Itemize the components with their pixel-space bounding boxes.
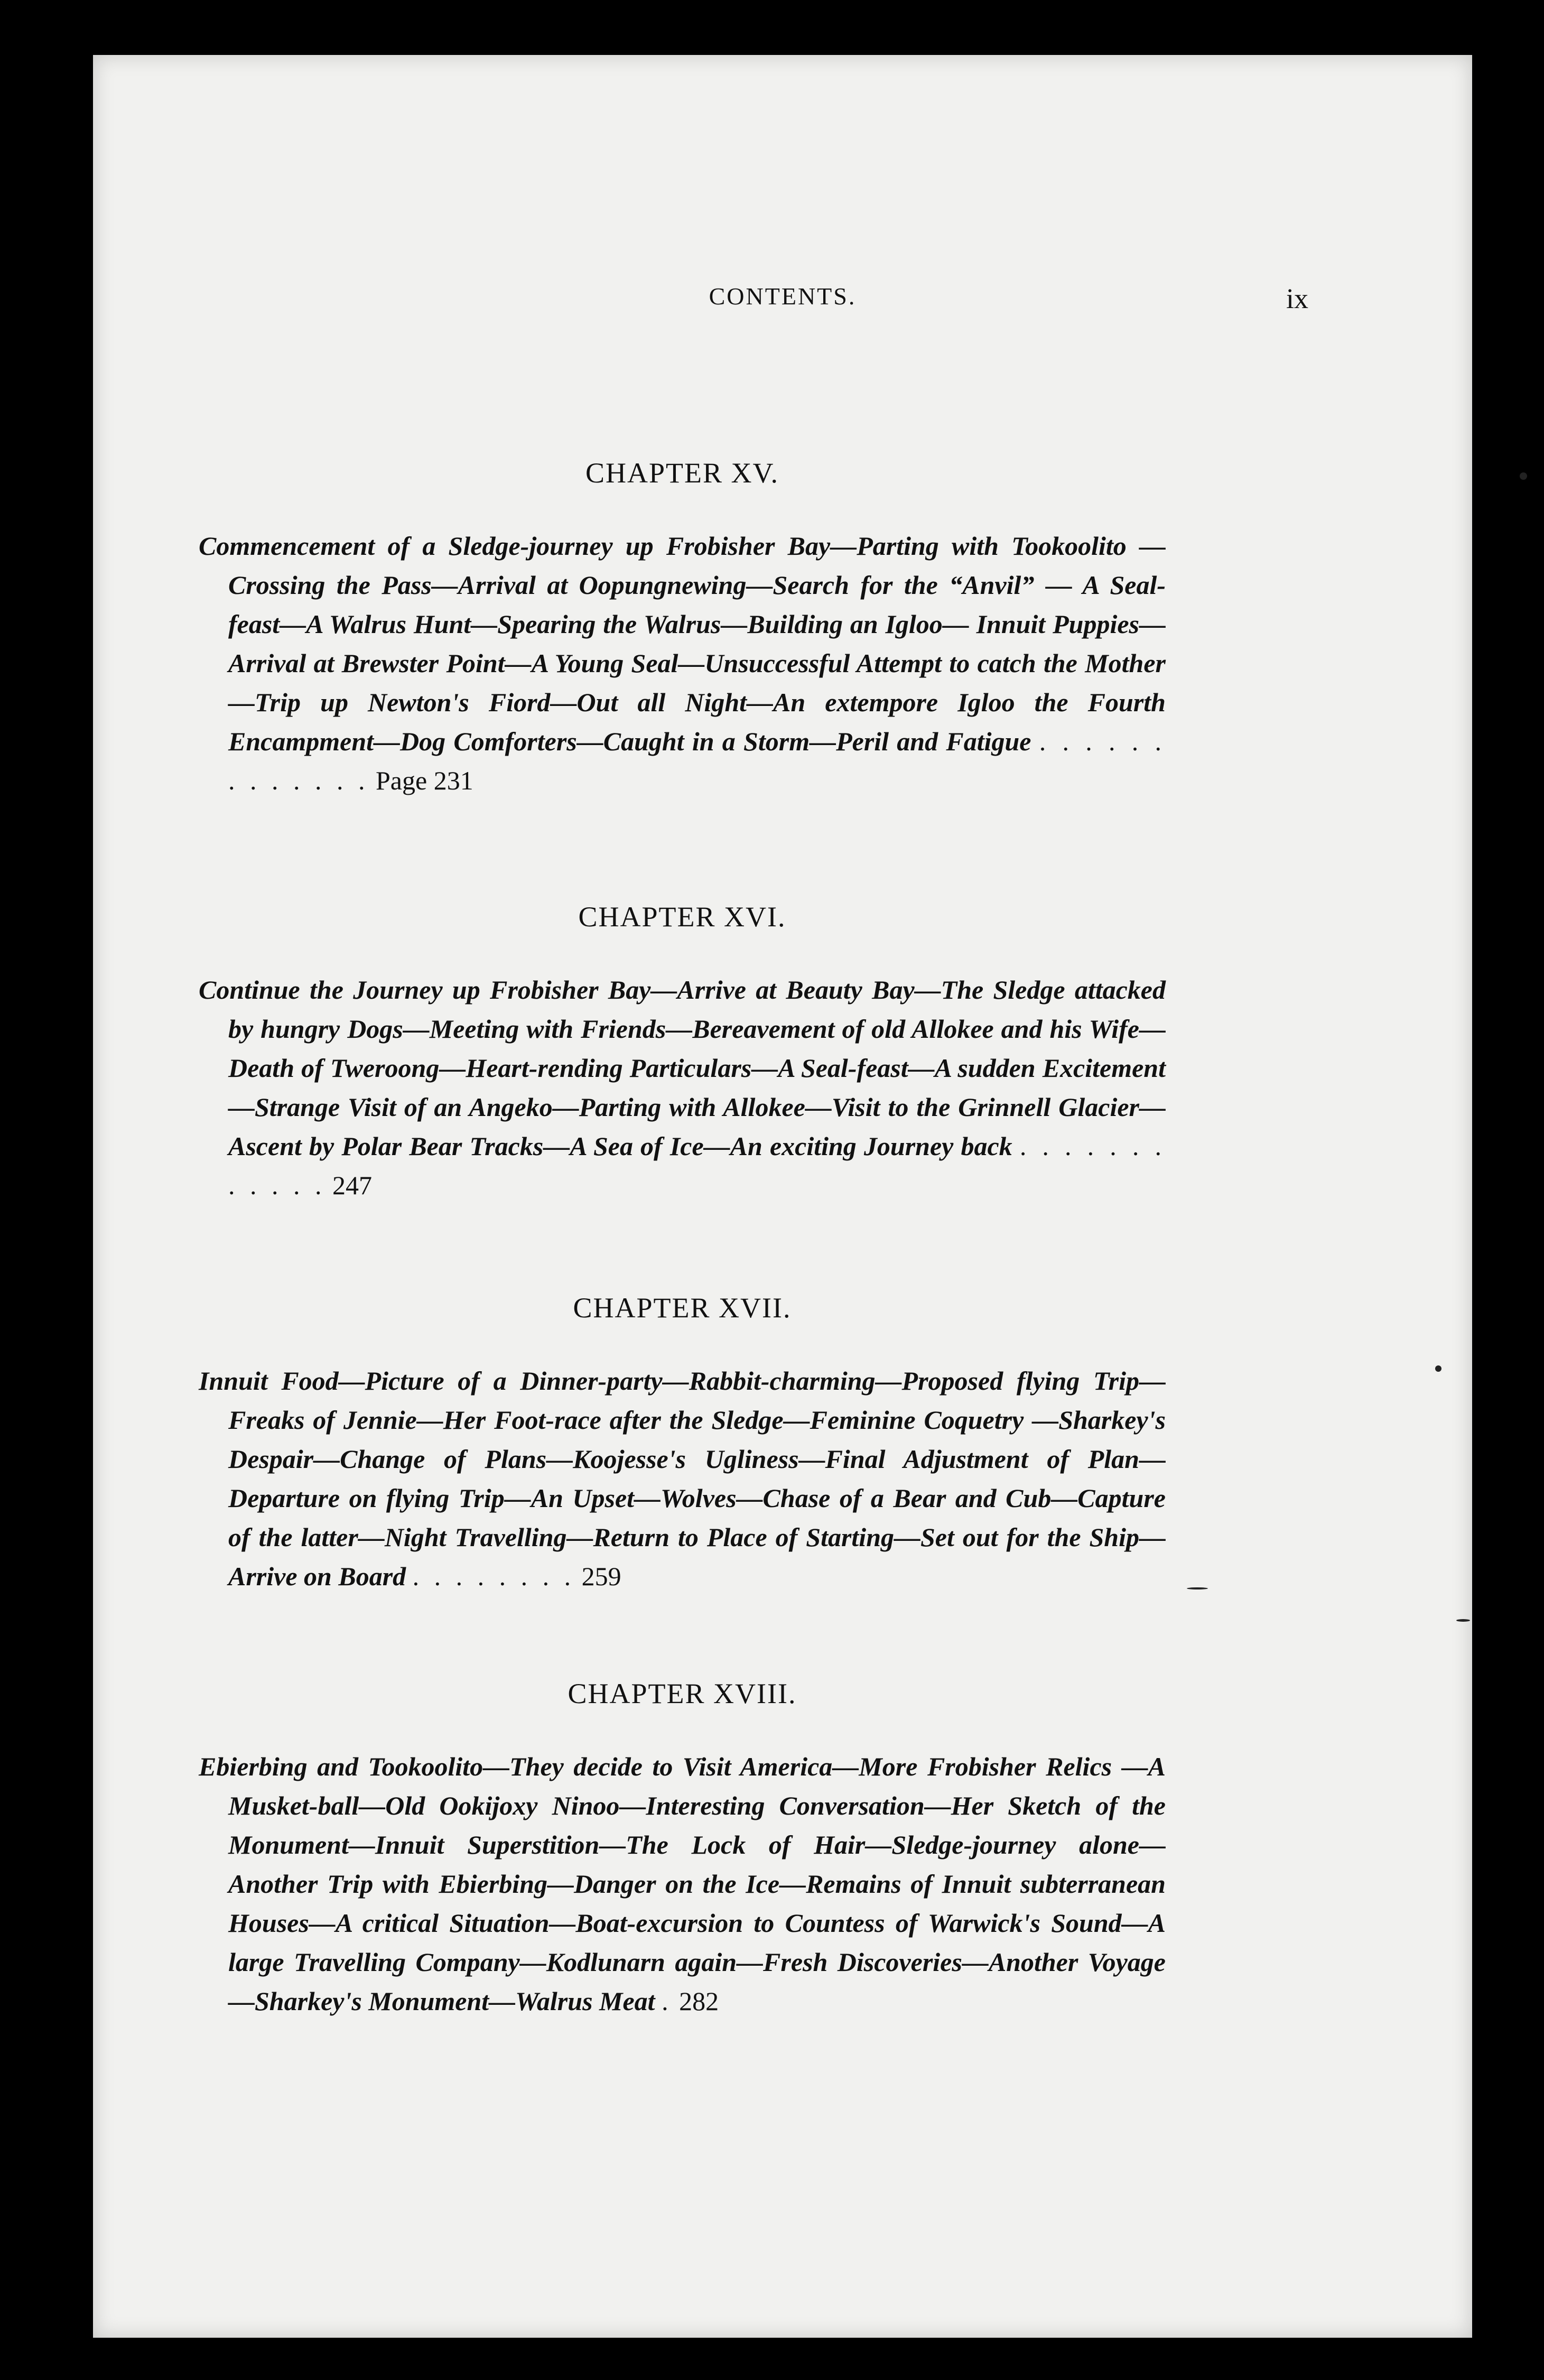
page-reference: 282 xyxy=(679,1986,719,2016)
chapter-summary xyxy=(199,970,1166,1205)
dot-leader: . xyxy=(662,1986,673,2016)
running-head xyxy=(93,282,1472,324)
folio: ix xyxy=(1286,283,1308,314)
dot-leader: . . . . . . . . . . . . xyxy=(228,1131,1166,1200)
chapter-title: CHAPTER XVII. xyxy=(573,1292,792,1324)
book-page xyxy=(93,55,1472,2338)
chapter-xv xyxy=(199,457,1166,800)
chapter-xviii xyxy=(199,1677,1166,2021)
chapter-xvii xyxy=(199,1291,1166,1596)
dot-leader: . . . . . . . . . . . . . xyxy=(228,727,1166,795)
page-reference: 259 xyxy=(581,1561,621,1591)
summary-text: Continue the Journey up Frobisher Bay—Arrive at Beauty Bay—The Sledge attacked by hungry Dogs—Meeting with Friends—Bereavement of old Allokee and his Wife—Death of Tweroong—Heart-rending Particulars—A Seal-feast—A sudden Excitement—Strange Visit of an Angeko—Parting with Allokee—Visit to the Grinnell Glacier—Ascent by Polar Bear Tracks—A Sea of Ice—An exciting Journey back xyxy=(199,975,1166,1161)
chapter-title: CHAPTER XV. xyxy=(585,457,779,489)
ink-speck xyxy=(1520,472,1527,480)
page-reference: Page 231 xyxy=(376,766,473,795)
chapter-title: CHAPTER XVI. xyxy=(578,901,786,933)
chapter-summary xyxy=(199,526,1166,800)
ink-speck xyxy=(1187,1587,1208,1589)
summary-text: Ebierbing and Tookoolito—They decide to Visit America—More Frobisher Relics —A Musket-ball—Old Ookijoxy Ninoo—Interesting Conversation—Her Sketch of the Monument—Innuit Superstition—The Lock of Hair—Sledge-journey alone—Another Trip with Ebierbing—Danger on the Ice—Remains of Innuit subterranean Houses—A critical Situation—Boat-excursion to Countess of Warwick's Sound—A large Travelling Company—Kodlunarn again—Fresh Discoveries—Another Voyage—Sharkey's Monument—Walrus Meat xyxy=(199,1752,1166,2016)
ink-speck xyxy=(1435,1365,1441,1372)
chapter-summary xyxy=(199,1747,1166,2021)
summary-text: Commencement of a Sledge-journey up Frobisher Bay—Parting with Tookoolito —Crossing the Pass—Arrival at Oopungnewing—Search for the “Anvil” — A Seal-feast—A Walrus Hunt—Spearing the Walrus—Building an Igloo— Innuit Puppies—Arrival at Brewster Point—A Young Seal—Unsuccessful Attempt to catch the Mother—Trip up Newton's Fiord—Out all Night—An extempore Igloo the Fourth Encampment—Dog Comforters—Caught in a Storm—Peril and Fatigue xyxy=(199,531,1166,756)
chapter-summary xyxy=(199,1361,1166,1596)
page-reference: 247 xyxy=(332,1170,372,1200)
chapter-xvi xyxy=(199,900,1166,1205)
running-title: CONTENTS. xyxy=(709,283,857,310)
ink-speck xyxy=(1456,1619,1470,1622)
dot-leader: . . . . . . . . xyxy=(412,1561,575,1591)
summary-text: Innuit Food—Picture of a Dinner-party—Rabbit-charming—Proposed flying Trip—Freaks of Jennie—Her Foot-race after the Sledge—Feminine Coquetry —Sharkey's Despair—Change of Plans—Koojesse's Ugliness—Final Adjustment of Plan—Departure on flying Trip—An Upset—Wolves—Chase of a Bear and Cub—Capture of the latter—Night Travelling—Return to Place of Starting—Set out for the Ship—Arrive on Board xyxy=(199,1366,1166,1591)
chapter-title: CHAPTER XVIII. xyxy=(568,1678,797,1709)
